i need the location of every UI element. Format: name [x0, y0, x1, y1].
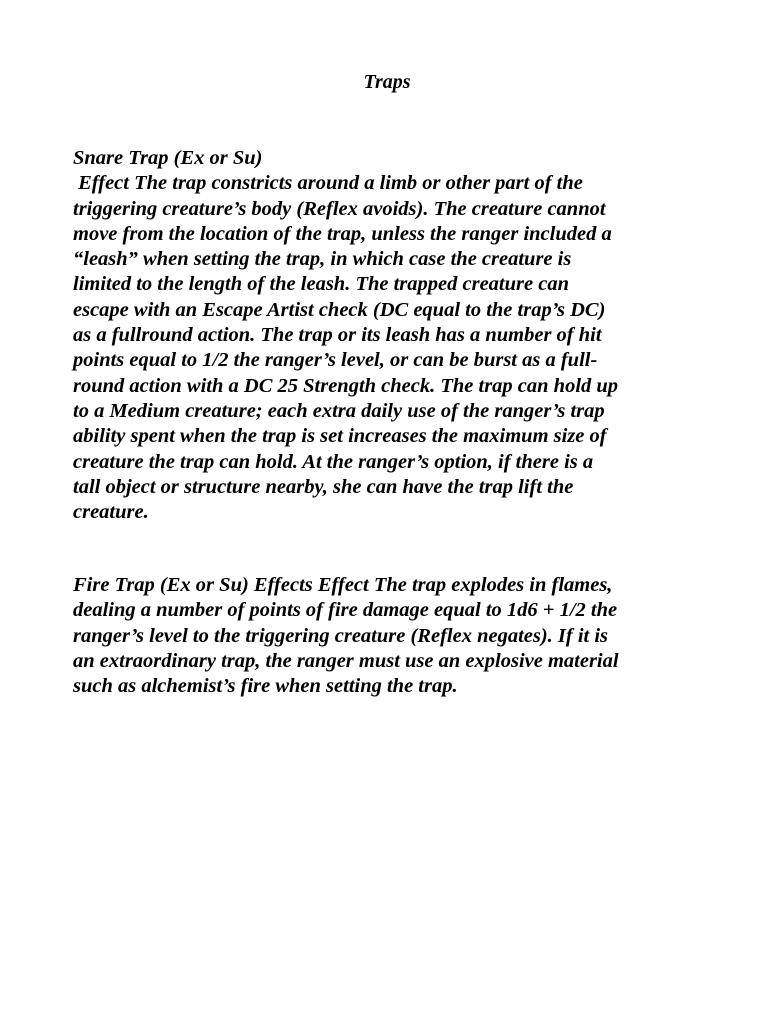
snare-trap-text-line: as a fullround action. The trap or its leash has a number of hit: [73, 324, 602, 347]
snare-trap-text-line: Effect The trap constricts around a limb or other part of the: [73, 172, 583, 195]
fire-trap-text-line: such as alchemist’s fire when setting the trap.: [73, 675, 458, 698]
fire-trap-text-line: ranger’s level to the triggering creature (Reflex negates). If it is: [73, 624, 609, 647]
snare-trap-text-line: tall object or structure nearby, she can have the trap lift the: [73, 475, 574, 498]
snare-trap-text-line: move from the location of the trap, unless the ranger included a: [73, 222, 612, 245]
snare-trap-section: [73, 146, 701, 525]
snare-trap-text-line: round action with a DC 25 Strength check. The trap can hold up: [73, 374, 619, 397]
snare-trap-text-line: ability spent when the trap is set increases the maximum size of: [73, 425, 607, 448]
fire-trap-text-line: an extraordinary trap, the ranger must use an explosive material: [73, 649, 619, 672]
snare-trap-text-line: “leash” when setting the trap, in which case the creature is: [73, 248, 572, 271]
snare-trap-text-line: limited to the length of the leash. The trapped creature can: [73, 273, 569, 296]
page-title: Traps: [363, 71, 411, 93]
snare-trap-text-line: creature.: [73, 501, 149, 524]
fire-trap-text-line: Fire Trap (Ex or Su) Effects Effect The trap explodes in flames,: [73, 574, 613, 596]
snare-trap-text-line: creature the trap can hold. At the ranger’s option, if there is a: [73, 450, 594, 473]
fire-trap-text-line: dealing a number of points of fire damage equal to 1d6 + 1/2 the: [73, 599, 618, 622]
snare-trap-text-line: triggering creature’s body (Reflex avoids). The creature cannot: [73, 197, 606, 220]
snare-trap-heading: Snare Trap (Ex or Su): [73, 147, 263, 169]
snare-trap-text-line: escape with an Escape Artist check (DC equal to the trap’s DC): [73, 298, 606, 321]
fire-trap-section: [73, 573, 701, 699]
snare-trap-text-line: to a Medium creature; each extra daily use of the ranger’s trap: [73, 399, 605, 422]
snare-trap-text-line: points equal to 1/2 the ranger’s level, or can be burst as a full-: [73, 349, 598, 372]
